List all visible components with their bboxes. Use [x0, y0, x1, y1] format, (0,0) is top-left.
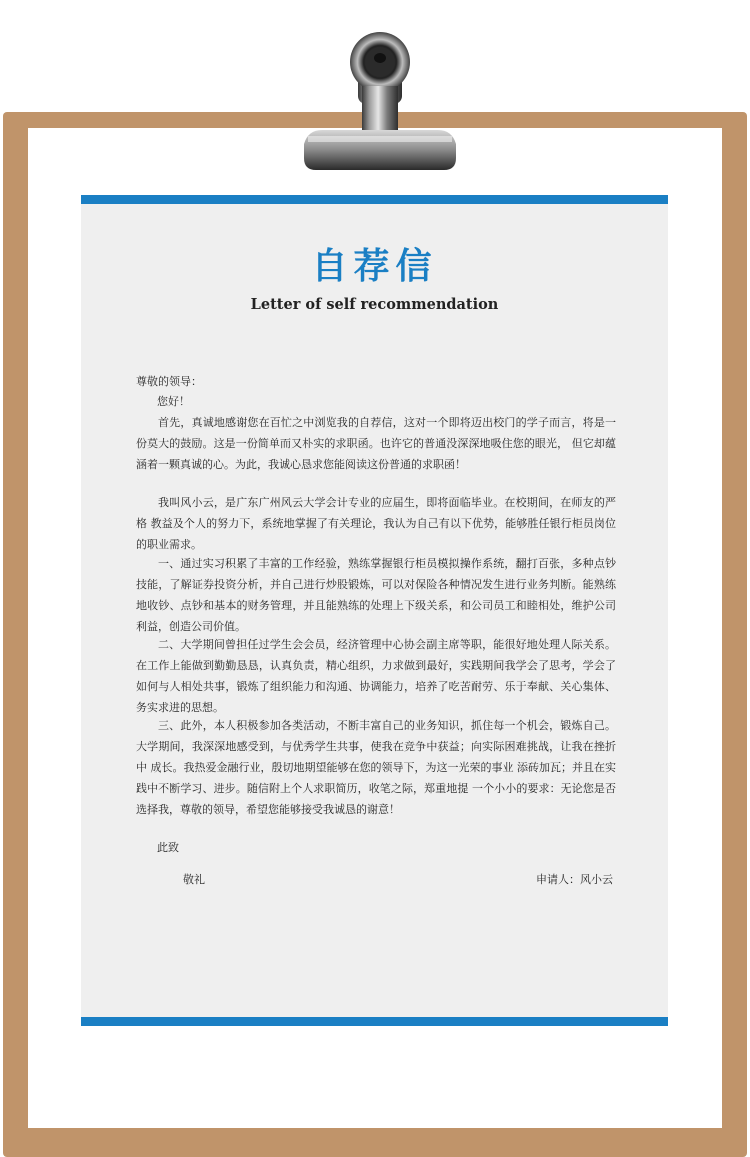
paragraph-background: 我叫风小云，是广东广州风云大学会计专业的应届生，即将面临毕业。在校期间，在师友的严格 教益及个人的努力下，系统地掌握了有关理论，我认为自己有以下优势，能够胜任银行柜员岗位的职业需求。	[136, 496, 616, 551]
top-accent-bar	[81, 195, 668, 204]
closing-ci: 此致	[157, 841, 179, 854]
paragraph-activities: 三、此外，本人积极参加各类活动，不断丰富自己的业务知识，抓住每一个机会，锻炼自己。大学期间，我深深地感受到，与优秀学生共事，使我在竞争中获益；向实际困难挑战，让我在挫折中 成长。我热爱金融行业，殷切地期望能够在您的领导下，为这一光荣的事业 添砖加瓦；并且在实践中不断学习、进步。随信附上个人求职简历，收笔之际，郑重地提 一个小小的要求：无论您是否选择我，尊敬的领导，希望您能够接受我诚恳的谢意！	[136, 719, 616, 816]
paragraph-student-union: 二、大学期间曾担任过学生会会员，经济管理中心协会副主席等职，能很好地处理人际关系。在工作上能做到勤勤恳恳，认真负责，精心组织，力求做到最好，实践期间我学会了思考，学会了如何与人相处共事，锻炼了组织能力和沟通、协调能力，培养了吃苦耐劳、乐于奉献、关心集体、务实求进的思想。	[136, 638, 616, 714]
salutation: 尊敬的领导：	[136, 375, 202, 388]
paragraph-intro: 首先，真诚地感谢您在百忙之中浏览我的自荐信，这对一个即将迈出校门的学子而言，将是一份莫大的鼓励。这是一份简单而又朴实的求职函。也许它的普通没深深地吸住您的眼光， 但它却蕴涵着一颗真诚的心。为此，我诚心恳求您能阅读这份普通的求职函！	[136, 416, 616, 471]
paragraph-experience: 一、通过实习积累了丰富的工作经验，熟练掌握银行柜员模拟操作系统，翻打百张，多种点钞技能，了解证券投资分析，并自己进行炒股锻炼，可以对保险各种情况发生进行业务判断。能熟练地收钞、点钞和基本的财务管理，并且能熟练的处理上下级关系，和公司员工和睦相处，维护公司利益，创造公司价值。	[136, 557, 616, 633]
greeting: 您好！	[157, 395, 190, 408]
letter-title: 自荐信	[311, 246, 438, 287]
applicant-signature: 申请人：风小云	[536, 873, 613, 886]
binder-clip-icon	[298, 26, 462, 170]
letter-subtitle: Letter of self recommendation	[250, 296, 499, 313]
bottom-accent-bar	[81, 1017, 668, 1026]
closing-jingli: 敬礼	[183, 873, 205, 886]
